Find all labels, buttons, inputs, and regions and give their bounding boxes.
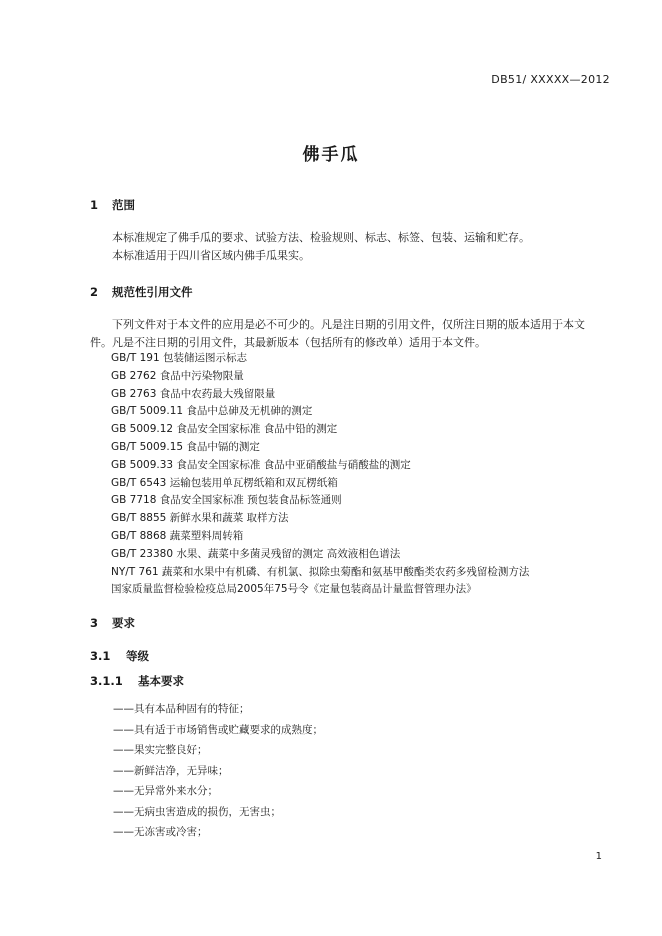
requirement-item: ——无冻害或冷害；: [113, 826, 208, 838]
subsubsection-heading-basic: [90, 673, 184, 689]
reference-item: GB 7718 食品安全国家标准 预包装食品标签通则: [111, 494, 342, 507]
section-title: 范围: [112, 198, 136, 212]
reference-item: GB/T 6543 运输包装用单瓦楞纸箱和双瓦楞纸箱: [111, 476, 338, 489]
scope-paragraph-2: 本标准适用于四川省区域内佛手瓜果实。: [112, 249, 310, 262]
subsection-title: 等级: [126, 649, 150, 663]
section-number: 2: [90, 285, 99, 299]
reference-item: GB/T 23380 水果、蔬菜中多菌灵残留的测定 高效液相色谱法: [111, 547, 401, 560]
document-title: 佛手瓜: [302, 145, 360, 165]
section-heading-requirements: [90, 615, 135, 631]
section-number: 3: [90, 616, 99, 630]
normative-intro-line-1: 下列文件对于本文件的应用是必不可少的。凡是注日期的引用文件，仅所注日期的版本适用于本文: [112, 318, 585, 331]
reference-item: GB/T 8855 新鲜水果和蔬菜 取样方法: [111, 512, 289, 525]
reference-item: GB/T 5009.11 食品中总砷及无机砷的测定: [111, 405, 313, 418]
basic-requirements-list: [113, 699, 323, 843]
scope-paragraph-1: 本标准规定了佛手瓜的要求、试验方法、检验规则、标志、标签、包装、运输和贮存。: [112, 231, 530, 244]
subsection-heading-grade: [90, 648, 149, 664]
reference-item: GB 2763 食品中农药最大残留限量: [111, 387, 276, 400]
reference-item: GB 5009.12 食品安全国家标准 食品中铅的测定: [111, 423, 338, 436]
requirement-item: ——新鲜洁净，无异味；: [113, 764, 229, 777]
document-code: DB51/ XXXXX—2012: [491, 73, 610, 86]
requirement-item: ——具有本品种固有的特征；: [113, 703, 250, 715]
reference-item: GB/T 5009.15 食品中镉的测定: [111, 440, 260, 453]
requirement-item: ——无异常外来水分；: [113, 785, 218, 797]
normative-intro-line-2: 件。凡是不注日期的引用文件，其最新版本（包括所有的修改单）适用于本文件。: [90, 336, 486, 349]
reference-item: GB 2762 食品中污染物限量: [111, 369, 244, 382]
section-title: 要求: [112, 616, 136, 630]
requirement-item: ——具有适于市场销售或贮藏要求的成熟度；: [113, 723, 323, 736]
section-title: 规范性引用文件: [112, 285, 193, 299]
requirement-item: ——无病虫害造成的损伤，无害虫；: [113, 805, 281, 818]
subsubsection-number: 3.1.1: [90, 674, 123, 688]
reference-item: GB/T 8868 蔬菜塑料周转箱: [111, 529, 244, 542]
reference-item: 国家质量监督检验检疫总局2005年75号令《定量包装商品计量监督管理办法》: [111, 583, 477, 596]
reference-list: [111, 350, 529, 599]
section-heading-normative: [90, 284, 193, 300]
page-number: 1: [595, 851, 602, 862]
normative-intro: [90, 316, 630, 352]
reference-item: NY/T 761 蔬菜和水果中有机磷、有机氯、拟除虫菊酯和氨基甲酸酯类农药多残留检测方法: [111, 565, 530, 578]
section-heading-scope: [90, 197, 135, 213]
subsubsection-title: 基本要求: [138, 674, 185, 688]
section-number: 1: [90, 198, 99, 212]
requirement-item: ——果实完整良好；: [113, 744, 208, 756]
subsection-number: 3.1: [90, 649, 111, 663]
reference-item: GB/T 191 包装储运图示标志: [111, 352, 248, 364]
reference-item: GB 5009.33 食品安全国家标准 食品中亚硝酸盐与硝酸盐的测定: [111, 458, 411, 471]
